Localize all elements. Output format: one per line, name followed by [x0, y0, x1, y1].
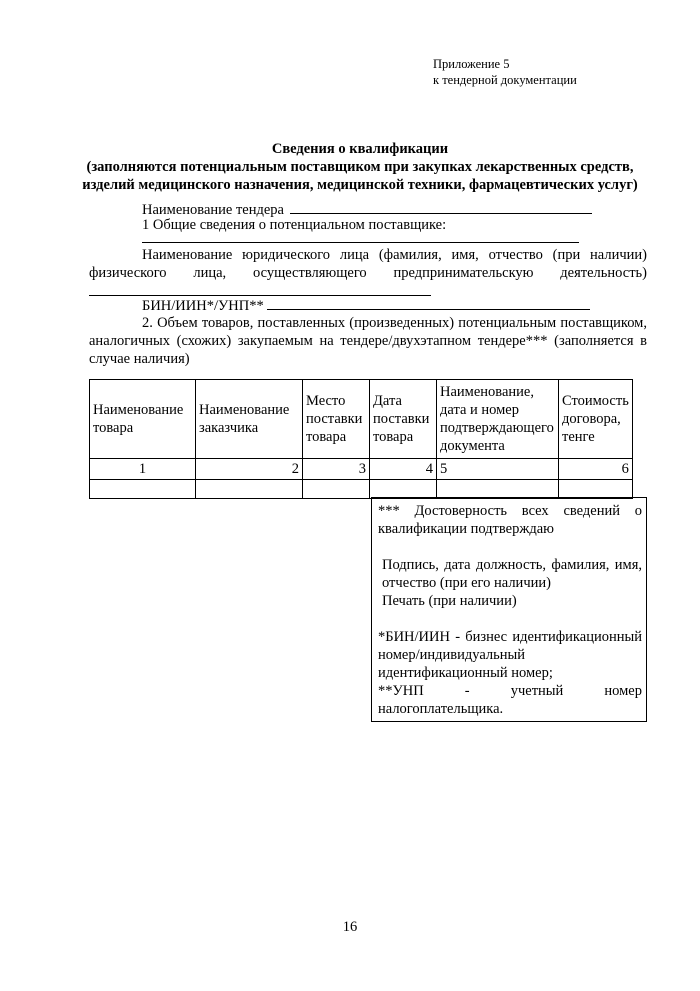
annex-header: [433, 56, 577, 88]
section-2-paragraph: 2. Объем товаров, поставленных (произведенных) потенциальным поставщиком, аналогичных (схожих) закупаемым на тендере/двухэтапном тендере*** (заполняется в случае наличия): [89, 315, 647, 367]
legal-name-field[interactable]: [89, 282, 431, 296]
note-stamp: Печать (при наличии): [382, 593, 517, 609]
title-main: Сведения о квалификации: [271, 141, 449, 157]
note-unp-definition: **УНП - учетный номер налогоплательщика.: [378, 683, 642, 717]
table-cell[interactable]: [303, 480, 370, 499]
legal-name-text: Наименование юридического лица (фамилия, имя, отчество (при наличии) физического лица, осуществляющего предпринимательскую деятельность): [89, 247, 647, 281]
header-cell: Наименование заказчика: [196, 380, 303, 459]
bin-label: БИН/ИИН*/УНП**: [142, 298, 264, 314]
header-cell: Дата поставки товара: [370, 380, 437, 459]
certification-note-box: [371, 497, 647, 722]
annex-line-1: Приложение 5: [433, 57, 510, 71]
table-cell[interactable]: [196, 480, 303, 499]
bin-row: [142, 296, 590, 315]
number-cell: 1: [90, 459, 196, 480]
note-certification: *** Достоверность всех сведений о квалификации подтверждаю: [378, 503, 642, 537]
number-cell: 5: [437, 459, 559, 480]
header-cell: Стоимость договора, тенге: [559, 380, 633, 459]
title-subtitle-line-1: (заполняются потенциальным поставщиком при закупках лекарственных средств,: [86, 159, 634, 175]
table-header-row: [90, 380, 633, 459]
note-bin-definition: *БИН/ИИН - бизнес идентификационный номер/индивидуальный идентификационный номер;: [378, 629, 642, 681]
number-cell: 2: [196, 459, 303, 480]
annex-line-2: к тендерной документации: [433, 73, 577, 87]
bin-field[interactable]: [267, 296, 590, 310]
section-1-heading: 1 Общие сведения о потенциальном поставщике:: [142, 217, 447, 233]
tender-name-field[interactable]: [290, 200, 592, 214]
general-info-field[interactable]: [142, 228, 579, 243]
qualification-table: [89, 379, 633, 499]
tender-name-label: Наименование тендера: [142, 202, 284, 218]
table-number-row: [90, 459, 633, 480]
note-signature: Подпись, дата должность, фамилия, имя, отчество (при его наличии): [382, 557, 642, 591]
table-cell[interactable]: [90, 480, 196, 499]
table-row: [90, 480, 633, 499]
document-title: [60, 140, 660, 194]
header-cell: Место поставки товара: [303, 380, 370, 459]
table-cell[interactable]: [559, 480, 633, 499]
number-cell: 6: [559, 459, 633, 480]
legal-name-paragraph: [89, 246, 647, 301]
table-cell[interactable]: [370, 480, 437, 499]
number-cell: 3: [303, 459, 370, 480]
title-subtitle-line-2: изделий медицинского назначения, медицинской техники, фармацевтических услуг): [82, 177, 638, 193]
page-number: 16: [342, 919, 358, 935]
header-cell: Наименование, дата и номер подтверждающего документа: [437, 380, 559, 459]
table-cell[interactable]: [437, 480, 559, 499]
number-cell: 4: [370, 459, 437, 480]
header-cell: Наименование товара: [90, 380, 196, 459]
